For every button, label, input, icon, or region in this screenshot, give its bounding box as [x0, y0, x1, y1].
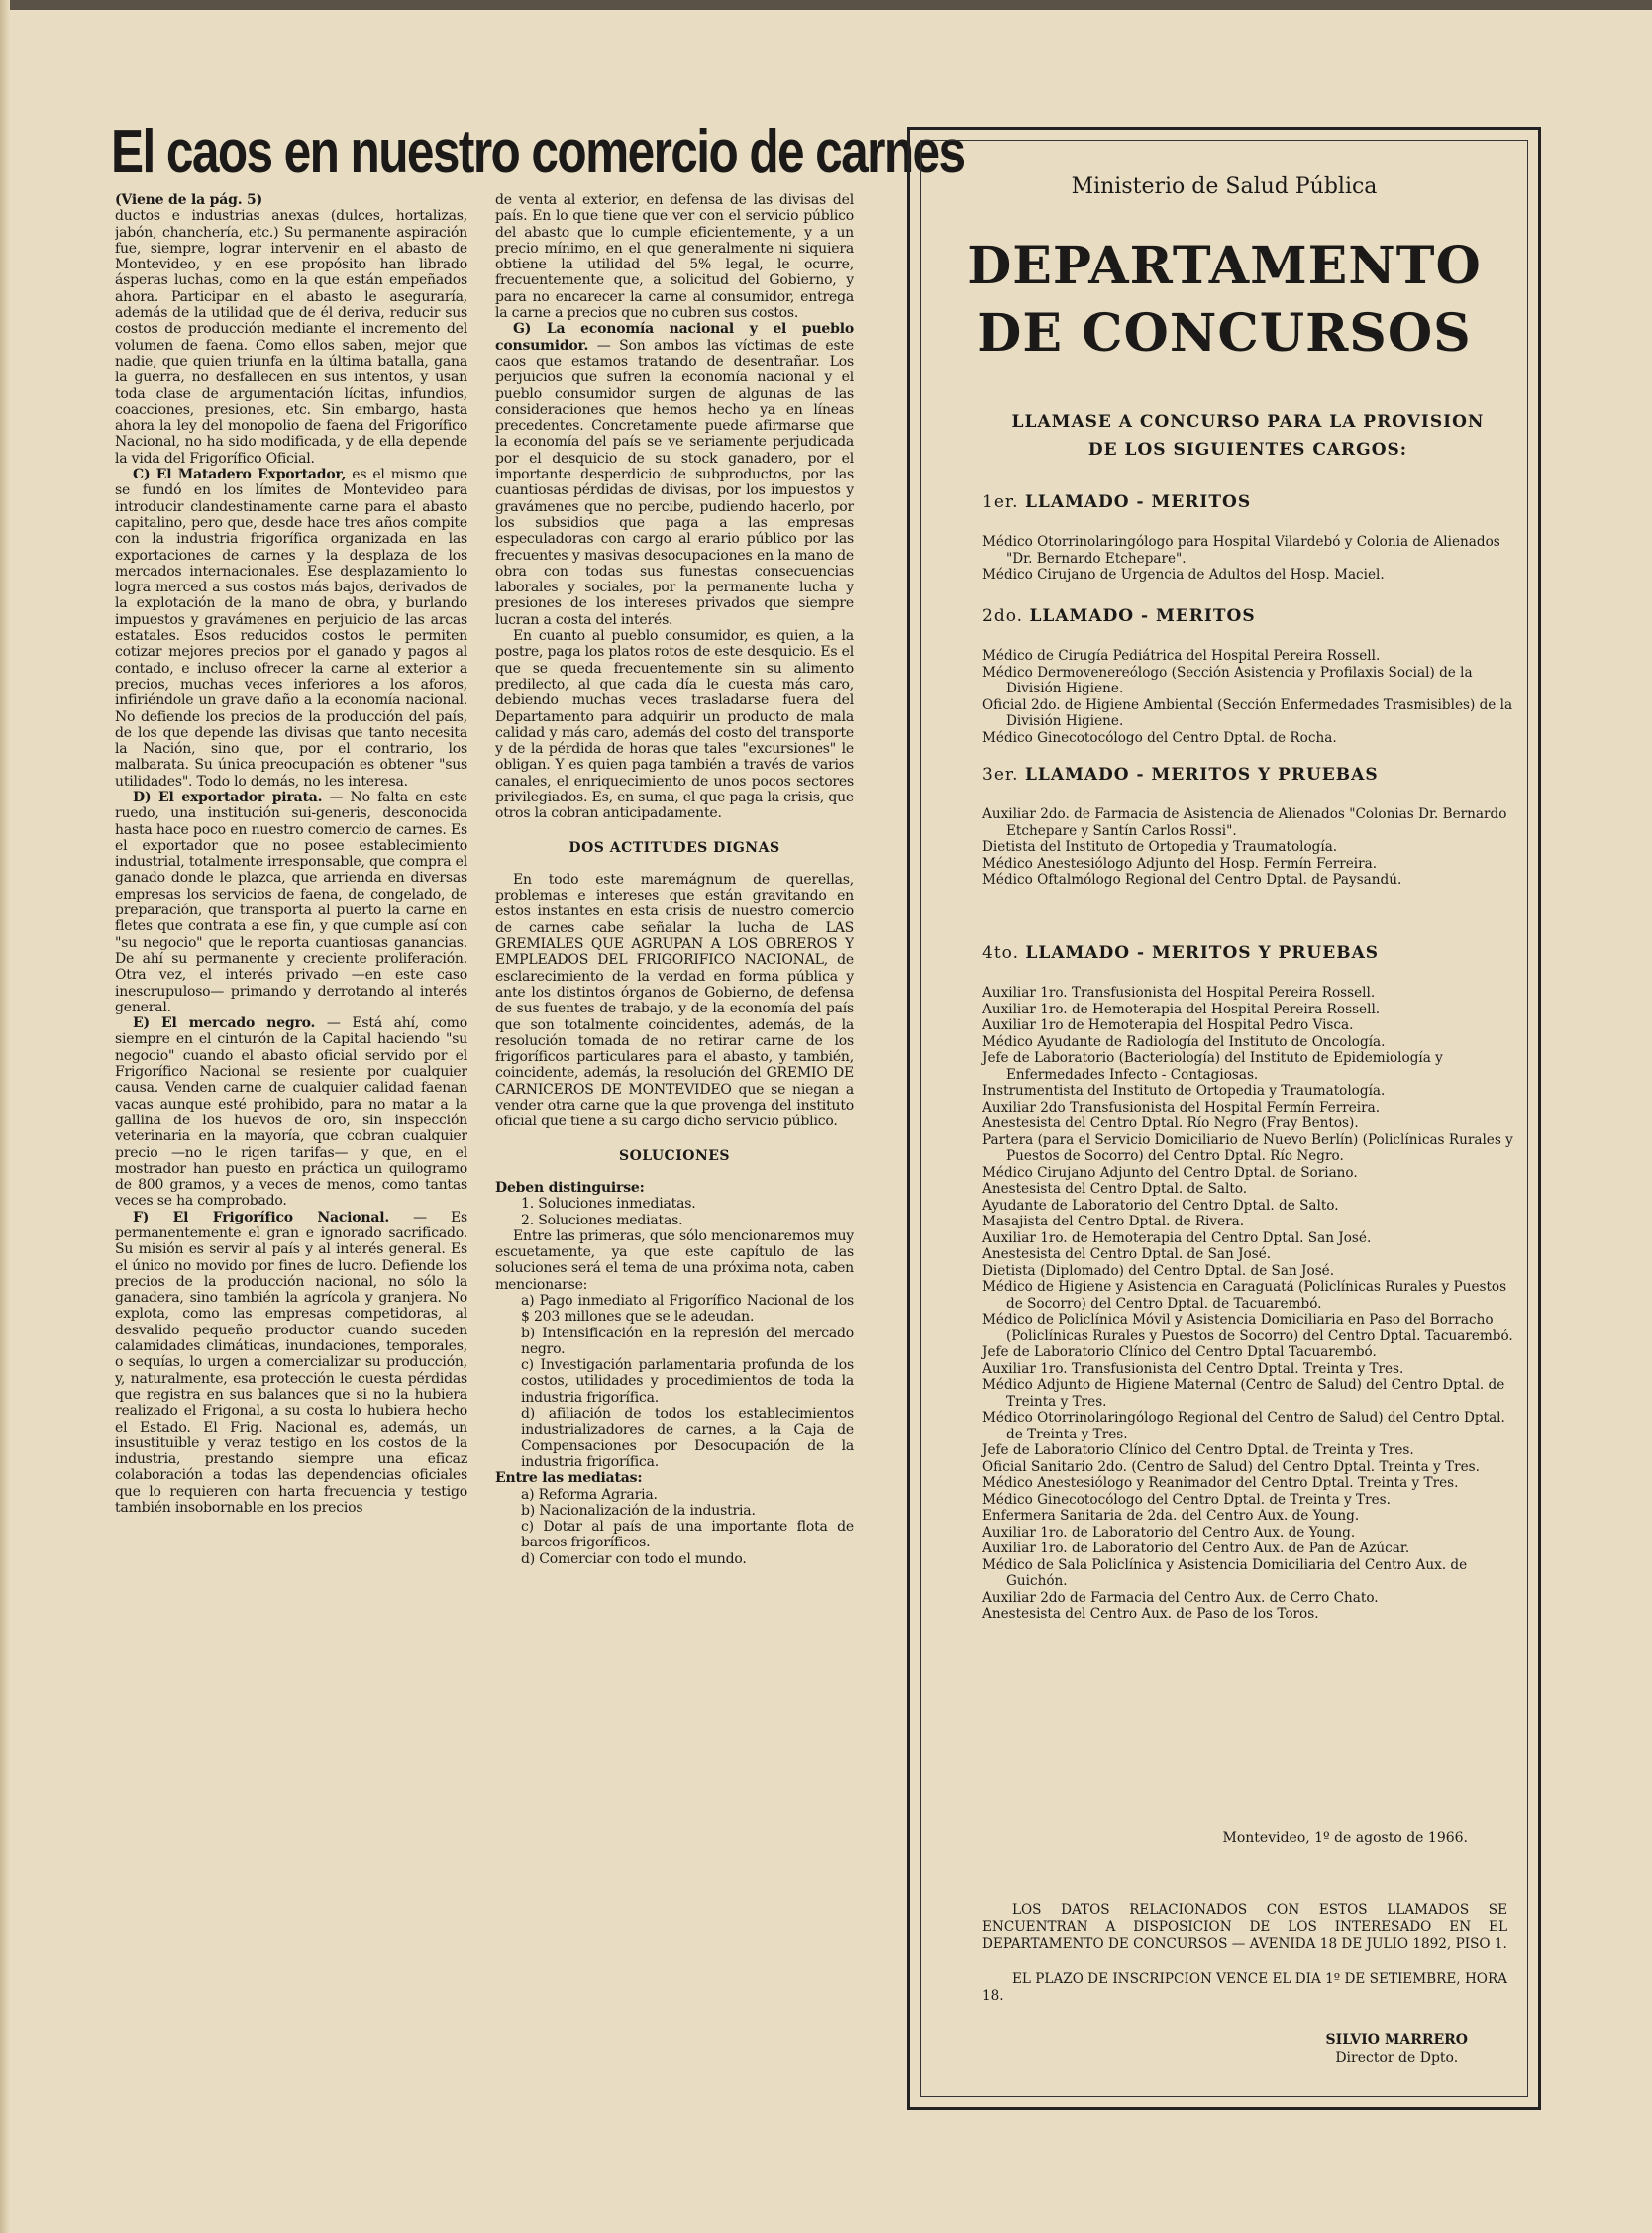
call-title: LLAMADO - MERITOS Y PRUEBAS	[1024, 765, 1379, 785]
paragraph-text: de venta al exterior, en defensa de las divisas del país. En lo que tiene que ver con el servicio público del abasto que lo cumple eficientemente, y a un precio mínimo, en el que generalmente ni siquiera obtiene la utilidad del 5% legal, le ocurre, frecuentemente que, a solicitud del Gobierno, y para no encarecer la carne al consumidor, entrega la carne a precios que no cubren sus costos.	[495, 192, 854, 322]
call-section-heading	[982, 606, 1256, 626]
signer-name: SILVIO MARRERO	[1325, 2032, 1468, 2048]
call-number: 4to.	[982, 943, 1019, 963]
paragraph	[495, 1180, 854, 1196]
paragraph	[115, 192, 467, 208]
paragraph-text: d) afiliación de todos los establecimientos industrializadores de carnes, a la Caja de Compensaciones por Desocupación de la industria frigorífica.	[521, 1406, 854, 1470]
list-item	[495, 1519, 854, 1551]
page-edge	[0, 0, 1652, 10]
paragraph	[115, 1015, 467, 1210]
paragraph-text: — Son ambos las víctimas de este caos que estamos tratando de desentrañar. Los perjuicios que sufren la economía nacional y el pueblo consumidor surgen de algunas de las consideraciones que hemos hecho ya en líneas precedentes. Concretamente puede afirmarse que la economía del país se ve seriamente perjudicada por el desquicio de su stock ganadero, por el importante desperdicio de subproductos, por las cuantiosas pérdidas de divisas, por los impuestos y gravámenes que no percibe, pudiendo hacerlo, por los subsidios que paga a las empresas especuladoras con cargo al erario público por las frecuentes y masivas desocupaciones en la mano de obra con todas sus funestas consecuencias laborales y sociales, por la permanente lucha y presiones de los intereses privados que siempre lucran a costa del interés.	[495, 337, 854, 628]
position-item: Médico Otorrinolaringólogo Regional del Centro de Salud) del Centro Dptal. de Treinta y Tres.	[982, 1410, 1505, 1442]
deadline-paragraph: EL PLAZO DE INSCRIPCION VENCE EL DIA 1º DE SETIEMBRE, HORA 18.	[982, 1971, 1507, 2004]
position-item: Oficial Sanitario 2do. (Centro de Salud) del Centro Dptal. Treinta y Tres.	[982, 1458, 1480, 1475]
department-title-line2: DE CONCURSOS	[977, 303, 1472, 364]
position-item: Anestesista del Centro Dptal. de San José.	[982, 1246, 1272, 1262]
position-item: Auxiliar 2do de Farmacia del Centro Aux. de Cerro Chato.	[982, 1589, 1379, 1606]
position-item: Médico de Policlínica Móvil y Asistencia Domiciliaria en Paso del Borracho (Policlínicas Rurales y Puestos de Socorro) del Centro Dptal. Tacuarembó.	[982, 1312, 1513, 1344]
position-item: Médico Ginecotocólogo del Centro Dptal. de Treinta y Tres.	[982, 1491, 1391, 1508]
list-item	[495, 1357, 854, 1406]
position-list	[982, 985, 1517, 1623]
position-item: Jefe de Laboratorio Clínico del Centro Dptal Tacuarembó.	[982, 1344, 1377, 1360]
position-item: Auxiliar 1ro. de Laboratorio del Centro Aux. de Young.	[982, 1524, 1356, 1541]
position-item: Médico de Sala Policlínica y Asistencia Domiciliaria del Centro Aux. de Guichón.	[982, 1556, 1468, 1589]
paragraph-text: En todo este maremágnum de querellas, problemas e intereses que están gravitando en estos instantes en esta crisis de nuestro comercio de carnes cabe señalar la lucha de LAS GREMIALES QUE AGRUPAN A LOS OBREROS Y EMPLEADOS DEL FRIGORIFICO NACIONAL, de esclarecimiento de la verdad en forma pública y ante los distintos órganos de Gobierno, de defensa de sus fuentes de trabajo, y de la economía del país que son totalmente coincidentes, además, de la resolución tomada de no retirar carne de los frigoríficos particulares para el abasto, y también, coincidente, además, la resolución del GREMIO DE CARNICEROS DE MONTEVIDEO que se niegan a vender otra carne que la que provenga del instituto oficial que tiene a su cargo dicho servicio público.	[495, 871, 854, 1130]
paragraph	[495, 1228, 854, 1293]
signer-title: Director de Dpto.	[1335, 2050, 1459, 2066]
list-item	[495, 1551, 854, 1567]
position-item: Médico Ginecotocólogo del Centro Dptal. de Rocha.	[982, 729, 1337, 746]
notice-inner-border	[920, 140, 1528, 2097]
position-item: Médico Oftalmólogo Regional del Centro Dptal. de Paysandú.	[982, 872, 1402, 888]
paragraph-text: — Es permanentemente el gran e ignorado sacrificado. Su misión es servir al país y al interés general. Es el único no movido por fines de lucro. Defiende los precios de la producción nacional, no sólo la ganadera, sino también la agrícola y granjera. No explota, como las empresas competidoras, al desvalido pequeño productor cuando suceden calamidades climáticas, inundaciones, temporales, o sequías, lo urgen a comercializar su producción, y, naturalmente, esa protección le cuesta pérdidas que registra en sus balances que si no la hubiera realizado el Frigonal, a su costa lo hubiera hecho el Estado. El Frig. Nacional es, además, un insustituible y veraz testigo en los costos de la industria, prestando siempre una eficaz colaboración a todas las dependencias oficiales que lo requieren con harta frecuencia y testigo también insobornable en los precios	[115, 1209, 467, 1517]
call-title: LLAMADO - MERITOS	[1029, 606, 1256, 626]
position-item: Jefe de Laboratorio (Bacteriología) del Instituto de Epidemiología y Enfermedades Infecto - Contagiosas.	[982, 1050, 1443, 1083]
position-item: Médico Cirujano Adjunto del Centro Dptal. de Soriano.	[982, 1164, 1358, 1181]
info-paragraph: LOS DATOS RELACIONADOS CON ESTOS LLAMADOS SE ENCUENTRAN A DISPOSICION DE LOS INTERESADO EN EL DEPARTAMENTO DE CONCURSOS — AVENIDA 18 DE JULIO 1892, PISO 1.	[982, 1902, 1507, 1952]
paragraph	[495, 628, 854, 822]
paragraph-lead: F) El Frigorífico Nacional.	[133, 1209, 390, 1225]
position-item: Jefe de Laboratorio Clínico del Centro Dptal. de Treinta y Tres.	[982, 1442, 1414, 1458]
list-item	[495, 1326, 854, 1358]
paragraph-text: Entre las mediatas:	[495, 1470, 643, 1487]
paragraph-text: a) Reforma Agraria.	[521, 1486, 658, 1503]
position-item: Médico Anestesiólogo Adjunto del Hosp. Fermín Ferreira.	[982, 855, 1378, 872]
paragraph-lead: G) La economía nacional y el pueblo consumidor.	[495, 321, 854, 354]
call-number: 3er.	[982, 765, 1019, 785]
list-item	[495, 1487, 854, 1503]
position-item: Auxiliar 1ro de Hemoterapia del Hospital Pedro Visca.	[982, 1017, 1354, 1033]
section-heading: SOLUCIONES	[618, 1147, 731, 1164]
paragraph-text: a) Pago inmediato al Frigorífico Nacional de los $ 203 millones que se le adeudan.	[521, 1293, 854, 1326]
call-heading-line1: LLAMASE A CONCURSO PARA LA PROVISION	[1011, 412, 1485, 432]
list-item	[495, 1406, 854, 1470]
position-item: Médico Ayudante de Radiología del Instituto de Oncología.	[982, 1033, 1386, 1050]
paragraph-text: 2. Soluciones mediatas.	[521, 1212, 683, 1228]
section-heading: DOS ACTITUDES DIGNAS	[568, 839, 780, 856]
paragraph	[115, 208, 467, 467]
position-item: Dietista (Diplomado) del Centro Dptal. de San José.	[982, 1262, 1335, 1279]
paragraph	[115, 1210, 467, 1517]
paragraph-text: b) Intensificación en la represión del mercado negro.	[521, 1325, 854, 1357]
position-item: Instrumentista del Instituto de Ortopedia y Traumatología.	[982, 1083, 1386, 1099]
department-title-line1: DEPARTAMENTO	[967, 236, 1482, 296]
signature-block	[1326, 2031, 1468, 2067]
position-item: Auxiliar 1ro. Transfusionista del Centro Dptal. Treinta y Tres.	[982, 1360, 1404, 1377]
paragraph-text: d) Comerciar con todo el mundo.	[521, 1550, 747, 1567]
position-item: Médico Cirujano de Urgencia de Adultos del Hosp. Maciel.	[982, 567, 1385, 583]
paragraph	[115, 790, 467, 1015]
paragraph-text: En cuanto al pueblo consumidor, es quien, a la postre, paga los platos rotos de este desquicio. Es el que se queda frecuentemente sin su alimento predilecto, al que cada día le cuesta más caro, debiendo muchas veces trasladarse fuera del Departamento para adquirir un producto de mala calidad y más caro, además del costo del transporte y de la pérdida de horas que tales "excursiones" le obligan. Y es quien paga también a través de varios canales, el enriquecimiento de unos pocos sectores privilegiados. Es, en suma, el que paga la crisis, que otros la cobran anticipadamente.	[495, 628, 854, 822]
call-section-heading	[982, 492, 1251, 512]
paragraph-text: 1. Soluciones inmediatas.	[521, 1196, 696, 1213]
article-column-2	[495, 192, 854, 2114]
paragraph-text: Entre las primeras, que sólo mencionaremos muy escuetamente, ya que este capítulo de las soluciones será el tema de una próxima nota, caben mencionarse:	[495, 1227, 854, 1293]
call-number: 1er.	[982, 492, 1019, 512]
position-list	[982, 806, 1517, 889]
position-item: Médico Dermovenereólogo (Sección Asistencia y Profilaxis Social) de la División Higiene.	[982, 664, 1473, 696]
list-item	[495, 1293, 854, 1326]
position-item: Médico de Cirugía Pediátrica del Hospital Pereira Rossell.	[982, 648, 1381, 664]
paragraph-text: — Está ahí, como siempre en el cinturón de la Capital haciendo "su negocio" cuando el abasto oficial servido por el Frigorífico Nacional se resiente por cualquier causa. Venden carne de cualquier calidad faenan vacas aunque esté prohibido, para no matar a la gallina de los huevos de oro, sin inspección veterinaria en la mayoría, que cobran cualquier precio —no le rigen tarifas— y que, en el mostrador han puesto en práctica un quilogramo de 800 gramos, y a veces de menos, como tantas veces se ha comprobado.	[115, 1015, 467, 1210]
position-item: Auxiliar 1ro. de Hemoterapia del Centro Dptal. San José.	[982, 1229, 1372, 1246]
position-list	[982, 534, 1517, 584]
call-title: LLAMADO - MERITOS	[1024, 492, 1252, 512]
place-date: Montevideo, 1º de agosto de 1966.	[1222, 1830, 1468, 1846]
position-item: Auxiliar 2do Transfusionista del Hospital Fermín Ferreira.	[982, 1099, 1381, 1116]
paragraph-text: (Viene de la pág. 5)	[115, 192, 263, 208]
position-item: Dietista del Instituto de Ortopedia y Traumatología.	[982, 839, 1338, 855]
position-item: Auxiliar 1ro. Transfusionista del Hospital Pereira Rossell.	[982, 985, 1376, 1001]
position-item: Médico Anestesiólogo y Reanimador del Centro Dptal. Treinta y Tres.	[982, 1475, 1459, 1491]
call-heading-line2: DE LOS SIGUIENTES CARGOS:	[1087, 440, 1408, 460]
paragraph	[495, 192, 854, 321]
list-item	[495, 1196, 854, 1212]
paragraph-text: c) Investigación parlamentaria profunda de los costos, utilidades y procedimientos de toda la industria frigorífica.	[521, 1357, 854, 1406]
paragraph-text: — No falta en este ruedo, una institución sui-generis, desconocida hasta hace poco en nuestro comercio de carnes. Es el exportador que no posee establecimiento industrial, totalmente irresponsable, que compra el ganado donde le plazca, que arrienda en diversas empresas los servicios de faena, de congelado, de preparación, que transporta al puerto la carne en fletes que contrata a ese fin, y que cumple así con "su negocio" que le reporta cuantiosas ganancias. De ahí su permanente y creciente proliferación. Otra vez, el interés privado —en este caso inescrupuloso— primando y derrotando al interés general.	[115, 789, 467, 1015]
paragraph	[495, 872, 854, 1130]
call-title: LLAMADO - MERITOS Y PRUEBAS	[1025, 943, 1380, 963]
position-item: Auxiliar 2do. de Farmacia de Asistencia de Alienados "Colonias Dr. Bernardo Etchepare y Santín Carlos Rossi".	[982, 806, 1507, 839]
position-item: Partera (para el Servicio Domiciliario de Nuevo Berlín) (Policlínicas Rurales y Puestos de Socorro) del Centro Dptal. Río Negro.	[982, 1131, 1513, 1164]
paragraph-lead: D) El exportador pirata.	[133, 789, 323, 805]
call-section-heading	[982, 765, 1379, 785]
contest-notice	[907, 127, 1541, 2110]
paragraph	[495, 321, 854, 628]
position-item: Oficial 2do. de Higiene Ambiental (Sección Enfermedades Trasmisibles) de la División Higiene.	[982, 696, 1513, 729]
ministry-name: Ministerio de Salud Pública	[1071, 174, 1378, 199]
paragraph-lead: C) El Matadero Exportador,	[133, 467, 347, 483]
call-number: 2do.	[982, 606, 1024, 626]
call-section-heading	[982, 943, 1379, 963]
paragraph-lead: E) El mercado negro.	[133, 1015, 316, 1032]
article-title: El caos en nuestro comercio de carnes	[111, 118, 965, 186]
paragraph-text: ductos e industrias anexas (dulces, hortalizas, jabón, chanchería, etc.) Su permanente aspiración fue, siempre, lograr intervenir en el abasto de Montevideo, y en ese propósito han librado ásperas luchas, como en la que están empeñados ahora. Participar en el abasto le aseguraría, además de la utilidad que de él deriva, reducir sus costos de producción mediante el incremento del volumen de faena. Como ellos saben, mejor que nadie, que quien triunfa en la última batalla, gana la guerra, no desfallecen en sus intentos, y usan toda clase de argumentación lícitas, infundios, coacciones, presiones, etc. Sin embargo, hasta ahora la ley del monopolio de faena del Frigorífico Nacional, no ha sido modificada, y de ella depende la vida del Frigorífico Oficial.	[115, 208, 467, 467]
position-item: Enfermera Sanitaria de 2da. del Centro Aux. de Young.	[982, 1508, 1360, 1524]
paragraph	[495, 1470, 854, 1486]
paragraph-text: Deben distinguirse:	[495, 1179, 645, 1196]
paragraph-text: es el mismo que se fundó en los límites de Montevideo para introducir clandestinamente carne para el abasto capitalino, pero que, desde hace tres años compite con la industria frigorífica organizada en las exportaciones de carnes y la desplaza de los mercados internacionales. Ese desplazamiento lo logra merced a sus costos más bajos, derivados de la explotación de la mano de obra, y burlando impuestos y gravámenes en perjuicio de las arcas estatales. Esos reducidos costos le permiten cotizar mejores precios por el ganado y pagos al contado, e incluso ofrecer la carne al exterior a precios, muchas veces inferiores a los aforos, infiriéndole un grave daño a la economía nacional. No defiende los precios de la producción del país, de los que depende las divisas que tanto necesita la Nación, sino que, por el contrario, los malbarata. Su única preocupación es obtener "sus utilidades". Todo lo demás, no les interesa.	[115, 467, 467, 790]
position-item: Auxiliar 1ro. de Hemoterapia del Hospital Pereira Rossell.	[982, 1001, 1381, 1017]
position-item: Médico Adjunto de Higiene Maternal (Centro de Salud) del Centro Dptal. de Treinta y Tres.	[982, 1377, 1505, 1410]
page-fold-shadow	[0, 0, 10, 2233]
position-item: Anestesista del Centro Aux. de Paso de los Toros.	[982, 1606, 1319, 1622]
position-item: Anestesista del Centro Dptal. Río Negro (Fray Bentos).	[982, 1116, 1359, 1131]
position-item: Anestesista del Centro Dptal. de Salto.	[982, 1181, 1248, 1197]
position-item: Ayudante de Laboratorio del Centro Dptal. de Salto.	[982, 1197, 1339, 1214]
list-item	[495, 1503, 854, 1519]
position-list	[982, 648, 1517, 746]
position-item: Médico Otorrinolaringólogo para Hospital Vilardebó y Colonia de Alienados "Dr. Bernardo Etchepare".	[982, 534, 1500, 567]
position-item: Masajista del Centro Dptal. de Rivera.	[982, 1214, 1245, 1229]
paragraph-text: c) Dotar al país de una importante flota de barcos frigoríficos.	[521, 1519, 854, 1551]
position-item: Médico de Higiene y Asistencia en Caraguatá (Policlínicas Rurales y Puestos de Socorro) del Centro Dptal. de Tacuarembó.	[982, 1279, 1507, 1312]
paragraph	[115, 467, 467, 790]
list-item	[495, 1213, 854, 1228]
paragraph-text: b) Nacionalización de la industria.	[521, 1502, 756, 1519]
article-column-1	[115, 192, 467, 2114]
position-item: Auxiliar 1ro. de Laboratorio del Centro Aux. de Pan de Azúcar.	[982, 1541, 1410, 1556]
